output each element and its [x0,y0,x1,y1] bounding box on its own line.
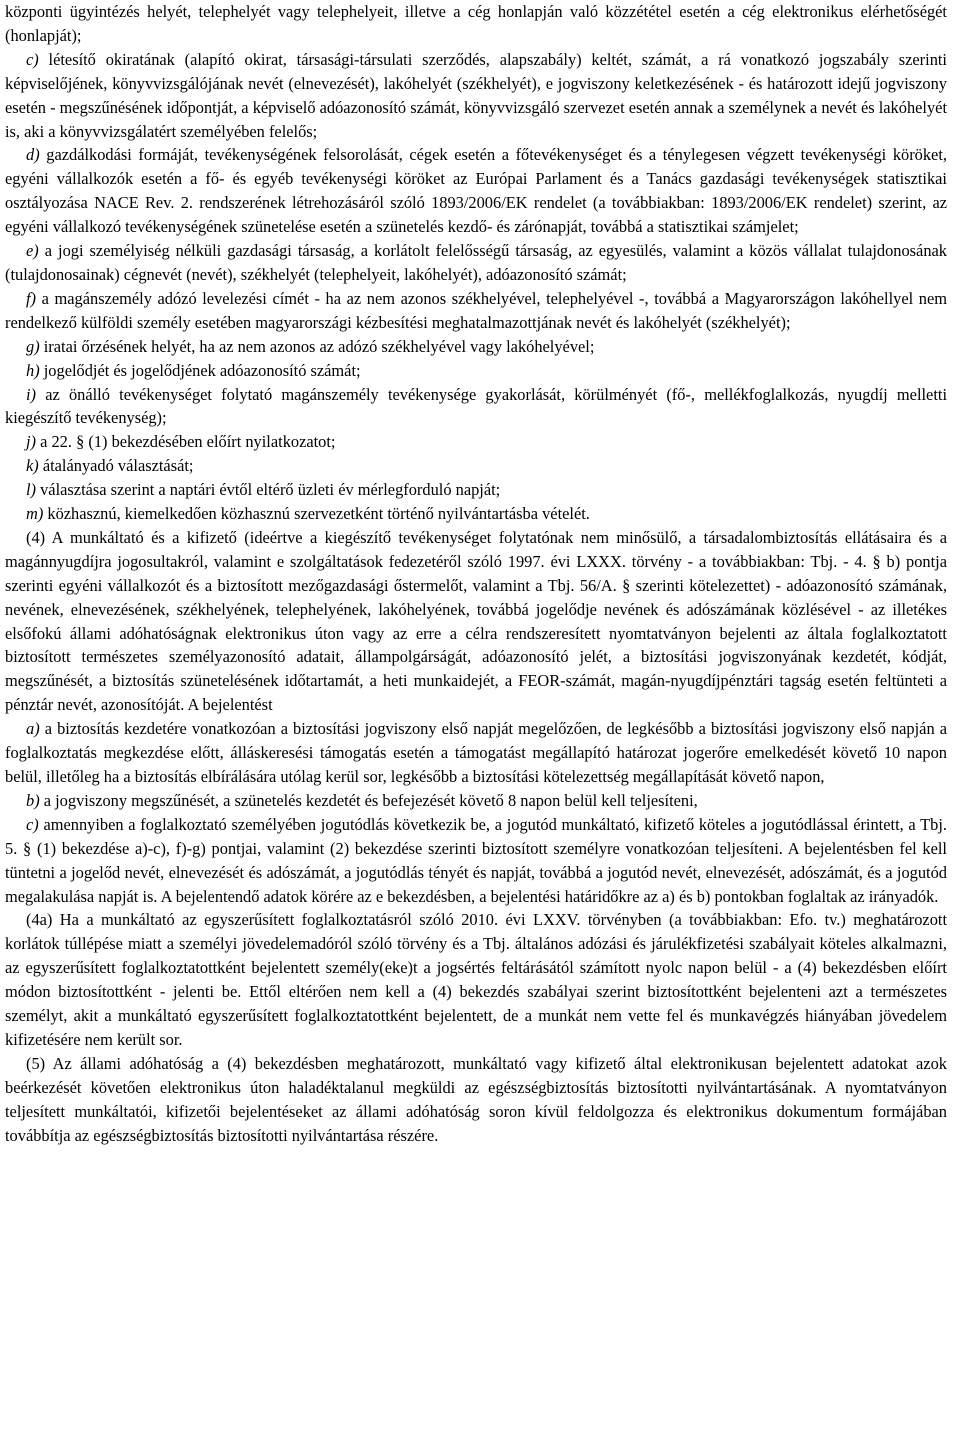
paragraph-text: (4a) Ha a munkáltató az egyszerűsített foglalkoztatásról szóló 2010. évi LXXV. törvényben (a továbbiakban: Efo. tv.) meghatározott korlátok túllépése miatt a személyi jövedelemadóról szóló törvény és a Tbj. általános adózási és járulékfizetési szabályait köteles alkalmazni, az egyszerűsített foglalkoztatottként bejelentett személy(eke)t a jogsértés feltárásától számított nyolc napon belül - a (4) bekezdésben előírt módon biztosítottként - jelenti be. Ettől eltérően nem kell a (4) bekezdés szabályai szerint biztosítottként bejelenteni azt a természetes személyt, akit a munkáltató egyszerűsített foglalkoztatottként bejelentett, de a munkát nem vette fel és munkavégzés hiányában jövedelem kifizetésére nem került sor. [5,910,947,1049]
point-label: i) [26,384,37,404]
paragraph-text: választása szerint a naptári évtől eltérő üzleti év mérlegforduló napját; [36,480,501,500]
paragraph-h [5,359,947,383]
point-label: g) [26,336,40,356]
point-label: c) [26,49,39,69]
paragraph-c [5,48,947,144]
paragraph-k [5,454,947,478]
paragraph-j [5,430,947,454]
paragraph-i [5,383,947,431]
point-label: j) [26,432,37,452]
section-5 [5,1052,947,1148]
point-label: h) [26,360,40,380]
paragraph-m [5,502,947,526]
point-label: c) [26,814,39,834]
paragraph-text: a magánszemély adózó levelezési címét - ha az nem azonos székhelyével, telephelyével -, továbbá a Magyarországon lakóhellyel nem rendelkező külföldi személy esetében magyarországi kézbesítési meghatalmazottjának nevét és lakóhelyét (székhelyét); [5,288,947,332]
point-label: m) [26,504,44,524]
paragraph-text: a biztosítás kezdetére vonatkozóan a biztosítási jogviszony első napját megelőzően, de legkésőbb a biztosítási jogviszony első napján a foglalkoztatás megkezdése előtt, álláskeresési támogatás esetén a támogatást megállapító határozat jogerőre emelkedését követő 10 napon belül, illetőleg ha a biztosítás elbírálására utólag kerül sor, legkésőbb a biztosítási kötelezettség megállapítását követő napon, [5,719,947,786]
paragraph-e [5,239,947,287]
point-label: e) [26,241,39,261]
paragraph-text: (4) A munkáltató és a kifizető (ideértve a kiegészítő tevékenységet folytatónak nem minősülő, a társadalombiztosítás ellátásaira és a magánnyugdíjra jogosultakról, valamint e szolgáltatások fedezetéről szóló 1997. évi LXXX. törvény - a továbbiakban: Tbj. - 4. § b) pontja szerinti egyéni vállalkozót és a biztosított mezőgazdasági őstermelőt, valamint a Tbj. 56/A. § szerinti kötelezettet) - adóazonosító számának, nevének, elnevezésének, székhelyének, telephelyének, lakóhelyének, továbbá jogelődje nevének és adószámának közlésével - az illetékes elsőfokú állami adóhatóságnak elektronikus úton vagy az erre a célra rendszeresített nyomtatványon bejelenti az általa foglalkoztatott biztosított természetes személyazonosító adatait, állampolgárságát, adóazonosító jelét, a biztosítási jogviszonyának kezdetét, kódját, megszűnését, a biztosítás szünetelésének időtartamát, a heti munkaidejét, a FEOR-számát, magán-nyugdíjpénztári tagság esetén feltünteti a pénztár nevét, azonosítóját. A bejelentést [5,527,947,715]
paragraph-text: jogelődjét és jogelődjének adóazonosító számát; [39,360,361,380]
paragraph-text: az önálló tevékenységet folytató magánszemély tevékenysége gyakorlását, körülményét (fő-, mellékfoglalkozás, nyugdíj melletti kiegészítő tevékenység); [5,384,947,428]
point-label: l) [26,480,37,500]
point-label: b) [26,790,40,810]
section-4-a [5,717,947,789]
paragraph-g [5,335,947,359]
paragraph-l [5,478,947,502]
paragraph-text: létesítő okiratának (alapító okirat, társasági-társulati szerződés, alapszabály) keltét, számát, a rá vonatkozó jogszabály szerinti képviselőjének, könyvvizsgálójának nevét (elnevezését), lakóhelyét (székhelyét), e jogviszony keletkezésének - és határozott idejű jogviszony esetén - megszűnésének időpontját, a képviselő adóazonosító számát, könyvvizsgáló szervezet esetén annak a személynek a nevét és lakóhelyét is, aki a könyvvizsgálatért személyében felelős; [5,49,947,141]
point-label: a) [26,719,40,739]
paragraph-text: a 22. § (1) bekezdésében előírt nyilatkozatot; [36,432,336,452]
document-body [5,0,947,1148]
paragraph-text: közhasznú, kiemelkedően közhasznú szervezetként történő nyilvántartásba vételét. [43,504,590,524]
section-4a [5,908,947,1051]
point-label: k) [26,456,39,476]
section-4-b [5,789,947,813]
paragraph-text: a jogviszony megszűnését, a szünetelés kezdetét és befejezését követő 8 napon belül kell teljesíteni, [39,790,698,810]
section-4 [5,526,947,717]
paragraph-f [5,287,947,335]
point-label: f) [26,288,37,308]
paragraph-d [5,143,947,239]
paragraph-text: (5) Az állami adóhatóság a (4) bekezdésben meghatározott, munkáltató vagy kifizető által elektronikusan bejelentett adatokat azok beérkezését követően elektronikus úton haladéktalanul megküldi az egészségbiztosítás biztosítotti nyilvántartásának. A nyomtatványon teljesített munkáltatói, kifizetői bejelentéseket az állami adóhatóság soron kívül feldolgozza és elektronikus dokumentum formájában továbbítja az egészségbiztosítás biztosítotti nyilvántartása részére. [5,1053,947,1145]
paragraph-text: a jogi személyiség nélküli gazdasági társaság, a korlátolt felelősségű társaság, az egyesülés, valamint a közös vállalat tulajdonosának (tulajdonosainak) cégnevét (nevét), székhelyét (telephelyeit, lakóhelyét), adóazonosító számát; [5,241,947,284]
point-label: d) [26,145,40,165]
paragraph-text: központi ügyintézés helyét, telephelyét vagy telephelyeit, illetve a cég honlapján való közzététel esetén a cég elektronikus elérhetőségét (honlapját); [5,2,947,45]
section-4-c [5,813,947,909]
paragraph-text: iratai őrzésének helyét, ha az nem azonos az adózó székhelyével vagy lakóhelyével; [39,336,595,356]
paragraph-text: átalányadó választását; [38,456,194,476]
paragraph-text: amennyiben a foglalkoztató személyében jogutódlás következik be, a jogutód munkáltató, kifizető köteles a jogutódlással érintett, a Tbj. 5. § (1) bekezdése a)-c), f)-g) pontjai, valamint (2) bekezdése szerinti biztosított személyre vonatkozóan teljesíteni. A bejelentésben fel kell tüntetni a jogelőd nevét, elnevezését és adószámát, a jogutódlás tényét és napját, továbbá a jogutód nevét, elnevezését, adószámát, és a jogutód megalakulása napját is. A bejelentendő adatok körére az e bekezdésben, a bejelentési határidőkre az a) és b) pontokban foglaltak az irányadók. [5,814,947,906]
paragraph-text: gazdálkodási formáját, tevékenységének felsorolását, cégek esetén a főtevékenységet és a ténylegesen végzett tevékenységi köröket, egyéni vállalkozók esetén a fő- és egyéb tevékenységi köröket az Európai Parlament és a Tanács gazdasági tevékenységek statisztikai osztályozása NACE Rev. 2. rendszerének létrehozásáról szóló 1893/2006/EK rendelet (a továbbiakban: 1893/2006/EK rendelet) szerint, az egyéni vállalkozó tevékenységének szünetelése esetén a szünetelés kezdő- és zárónapját, továbbá a statisztikai számjelet; [5,145,947,237]
paragraph-center-contact [5,0,947,48]
